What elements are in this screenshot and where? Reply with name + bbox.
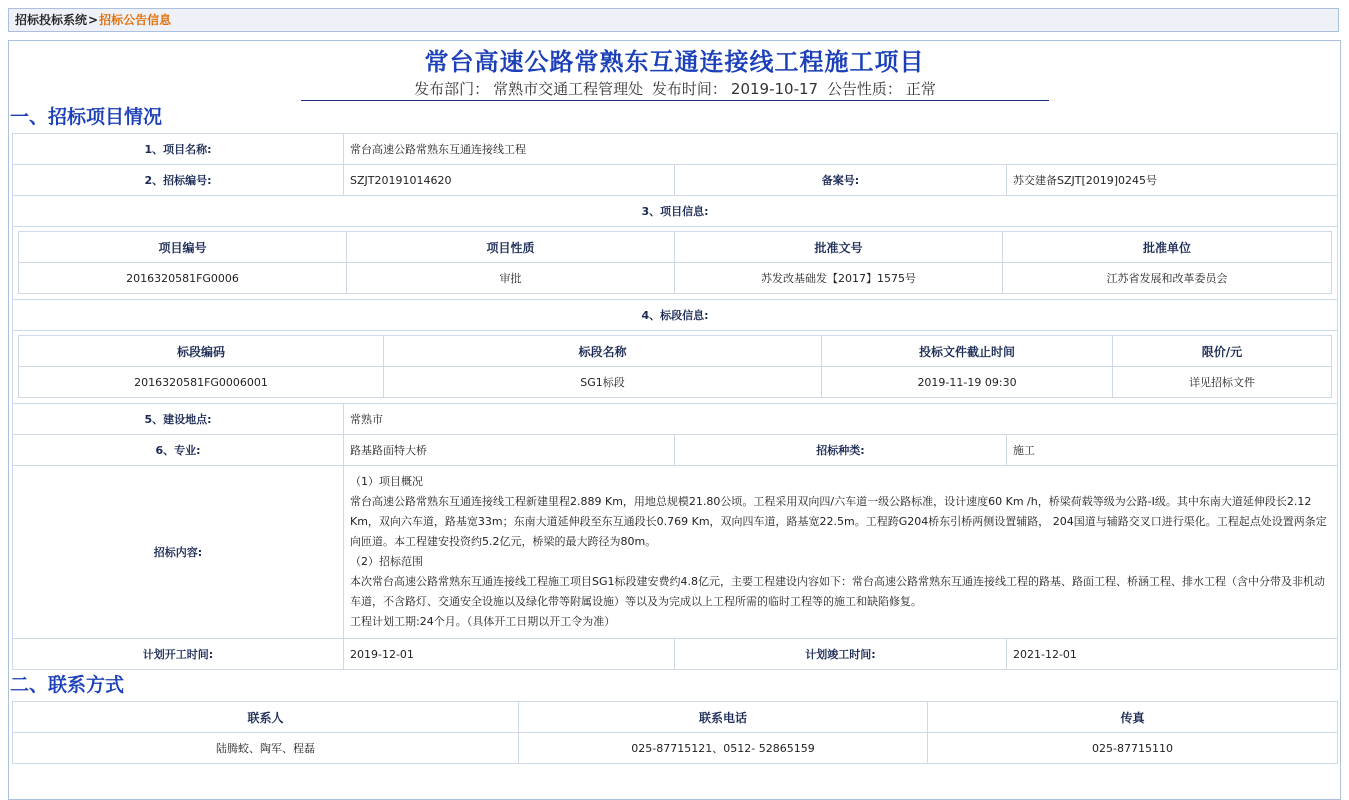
- table-cell: 025-87715110: [928, 733, 1338, 764]
- breadcrumb-separator: >: [88, 13, 99, 27]
- project-name-label: 1、项目名称:: [13, 134, 344, 165]
- breadcrumb-current: 招标公告信息: [99, 13, 172, 27]
- table-cell: SG1标段: [384, 367, 822, 398]
- table-cell: 2016320581FG0006001: [19, 367, 384, 398]
- contact-table: [12, 701, 1338, 764]
- table-cell: 025-87715121、0512- 52865159: [519, 733, 928, 764]
- content-line: 本次常台高速公路常熟东互通连接线工程施工项目SG1标段建安费约4.8亿元，主要工程建设内容如下：常台高速公路常熟东互通连接线工程的路基、路面工程、桥涵工程、排水工程（含中分带及非机动车道，不含路灯、交通安全设施以及绿化带等附属设施）等以及为完成以上工程所需的临时工程等的施工和缺陷修复。: [350, 575, 1325, 608]
- content-line: （1）项目概况: [350, 475, 423, 488]
- content-line: 常台高速公路常熟东互通连接线工程新建里程2.889 Km，用地总规模21.80公顷。工程采用双向四/六车道一级公路标准，设计速度60 Km /h，桥梁荷载等级为公路-Ⅰ级。其中东南大道延伸段长2.12 Km，双向六车道，路基宽33m；东南大道延伸段至东互通段长0.769 Km，双向四车道，路基宽22.5m。工程跨G204桥东引桥两侧设置辅路， 204国道与辅路交叉口进行渠化。工程起点处设置两条定向匝道。本工程建安投资约5.2亿元，桥梁的最大跨径为80m。: [350, 495, 1327, 548]
- section-info-subtable: [18, 335, 1332, 398]
- project-name-value: 常台高速公路常熟东互通连接线工程: [344, 134, 1338, 165]
- table-header: 标段编码: [19, 336, 384, 367]
- table-header: 项目性质: [347, 232, 675, 263]
- table-header: 标段名称: [384, 336, 822, 367]
- location-label: 5、建设地点:: [13, 404, 344, 435]
- time-value: 2019-10-17: [730, 80, 819, 98]
- bid-content-label: 招标内容:: [13, 466, 344, 639]
- nature-label: 公告性质：: [826, 80, 902, 98]
- page-title: 常台高速公路常熟东互通连接线工程施工项目: [424, 48, 925, 76]
- table-row: [13, 733, 1338, 764]
- announcement-meta: [301, 78, 1049, 101]
- major-value: 路基路面特大桥: [344, 435, 675, 466]
- bid-type-value: 施工: [1007, 435, 1338, 466]
- table-cell: 详见招标文件: [1113, 367, 1332, 398]
- table-header: 项目编号: [19, 232, 347, 263]
- start-time-label: 计划开工时间:: [13, 639, 344, 670]
- table-header: 联系人: [13, 702, 519, 733]
- dept-value: 常熟市交通工程管理处: [493, 80, 644, 98]
- table-cell: 江苏省发展和改革委员会: [1003, 263, 1332, 294]
- content-line: 工程计划工期:24个月。（具体开工日期以开工令为准）: [350, 615, 616, 628]
- section-heading-contact: 二、联系方式: [10, 674, 125, 696]
- table-header: 投标文件截止时间: [822, 336, 1113, 367]
- bid-content: [344, 466, 1338, 639]
- bid-no-value: SZJT20191014620: [344, 165, 675, 196]
- table-header: 传真: [928, 702, 1338, 733]
- table-cell: 2019-11-19 09:30: [822, 367, 1113, 398]
- table-cell: 2016320581FG0006: [19, 263, 347, 294]
- breadcrumb-root[interactable]: 招标投标系统: [15, 13, 88, 27]
- time-label: 发布时间：: [651, 80, 727, 98]
- table-header: 联系电话: [519, 702, 928, 733]
- table-row: [19, 367, 1332, 398]
- location-value: 常熟市: [344, 404, 1338, 435]
- table-header: 批准单位: [1003, 232, 1332, 263]
- table-row: [19, 263, 1332, 294]
- nature-value: 正常: [905, 80, 936, 98]
- major-label: 6、专业:: [13, 435, 344, 466]
- section-heading-project: 一、招标项目情况: [10, 106, 163, 128]
- project-info-label: 3、项目信息:: [13, 196, 1338, 227]
- table-header: 批准文号: [675, 232, 1003, 263]
- record-label: 备案号:: [675, 165, 1007, 196]
- table-cell: 苏发改基础发【2017】1575号: [675, 263, 1003, 294]
- breadcrumb: [8, 8, 1339, 32]
- table-header: 限价/元: [1113, 336, 1332, 367]
- content-line: （2）招标范围: [350, 555, 423, 568]
- table-cell: 审批: [347, 263, 675, 294]
- start-time-value: 2019-12-01: [344, 639, 675, 670]
- table-cell: 陆腾蛟、陶军、程磊: [13, 733, 519, 764]
- bid-type-label: 招标种类:: [675, 435, 1007, 466]
- section-info-label: 4、标段信息:: [13, 300, 1338, 331]
- end-time-value: 2021-12-01: [1007, 639, 1338, 670]
- project-info-table: [12, 133, 1338, 670]
- bid-no-label: 2、招标编号:: [13, 165, 344, 196]
- project-info-subtable: [18, 231, 1332, 294]
- end-time-label: 计划竣工时间:: [675, 639, 1007, 670]
- dept-label: 发布部门：: [414, 80, 490, 98]
- record-value: 苏交建备SZJT[2019]0245号: [1007, 165, 1338, 196]
